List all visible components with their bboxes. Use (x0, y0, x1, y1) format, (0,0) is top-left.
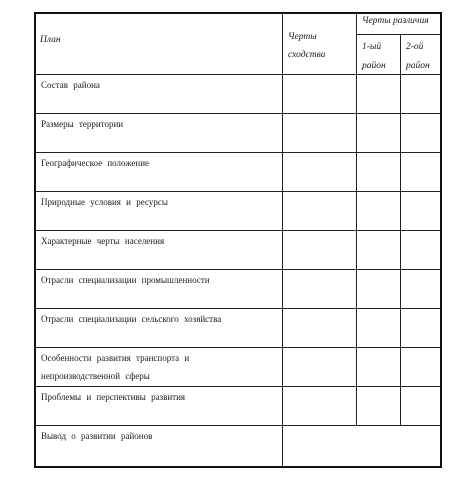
header-plan: План (40, 35, 61, 45)
row-label-transport-line2: непроизводственной сферы (41, 371, 150, 381)
row-divider (36, 113, 440, 114)
row-label-territory-size: Размеры территории (41, 119, 124, 129)
header-region-2 (406, 38, 430, 76)
row-divider (36, 152, 440, 153)
row-divider (36, 347, 440, 348)
row-divider (36, 386, 440, 387)
header-similarity-line1: Черты (288, 32, 317, 42)
header-region-2-line1: 2-ой (406, 42, 424, 52)
row-label-geographic-position: Географическое положение (41, 158, 150, 168)
row-divider (36, 269, 440, 270)
header-region-1 (362, 38, 386, 76)
row-label-transport-line1: Особенности развития транспорта и (41, 353, 190, 363)
differences-underline (356, 34, 440, 35)
comparison-table (34, 12, 442, 468)
row-label-composition: Состав района (41, 80, 100, 90)
row-divider (36, 230, 440, 231)
header-differences: Черты различия (362, 16, 429, 26)
row-label-agriculture-specialization: Отрасли специализации сельского хозяйства (41, 314, 222, 324)
header-similarity-line2: сходства (288, 50, 326, 60)
header-bottom-line (36, 74, 440, 75)
row-label-conclusion: Вывод о развитии районов (41, 431, 153, 441)
column-divider-similarity (356, 14, 357, 425)
row-label-population-features: Характерные черты населения (41, 236, 165, 246)
row-divider (36, 191, 440, 192)
header-region-2-line2: район (406, 61, 430, 71)
header-similarity (288, 28, 325, 64)
row-label-industry-specialization: Отрасли специализации промышленности (41, 275, 210, 285)
row-divider (36, 425, 440, 426)
column-divider-plan (282, 14, 283, 466)
row-label-problems-prospects: Проблемы и перспективы развития (41, 392, 186, 402)
row-divider (36, 308, 440, 309)
row-label-transport-development (41, 349, 189, 385)
column-divider-regions (400, 34, 401, 425)
header-region-1-line2: район (362, 61, 386, 71)
header-region-1-line1: 1-ый (362, 42, 382, 52)
row-label-natural-conditions: Природные условия и ресурсы (41, 197, 168, 207)
